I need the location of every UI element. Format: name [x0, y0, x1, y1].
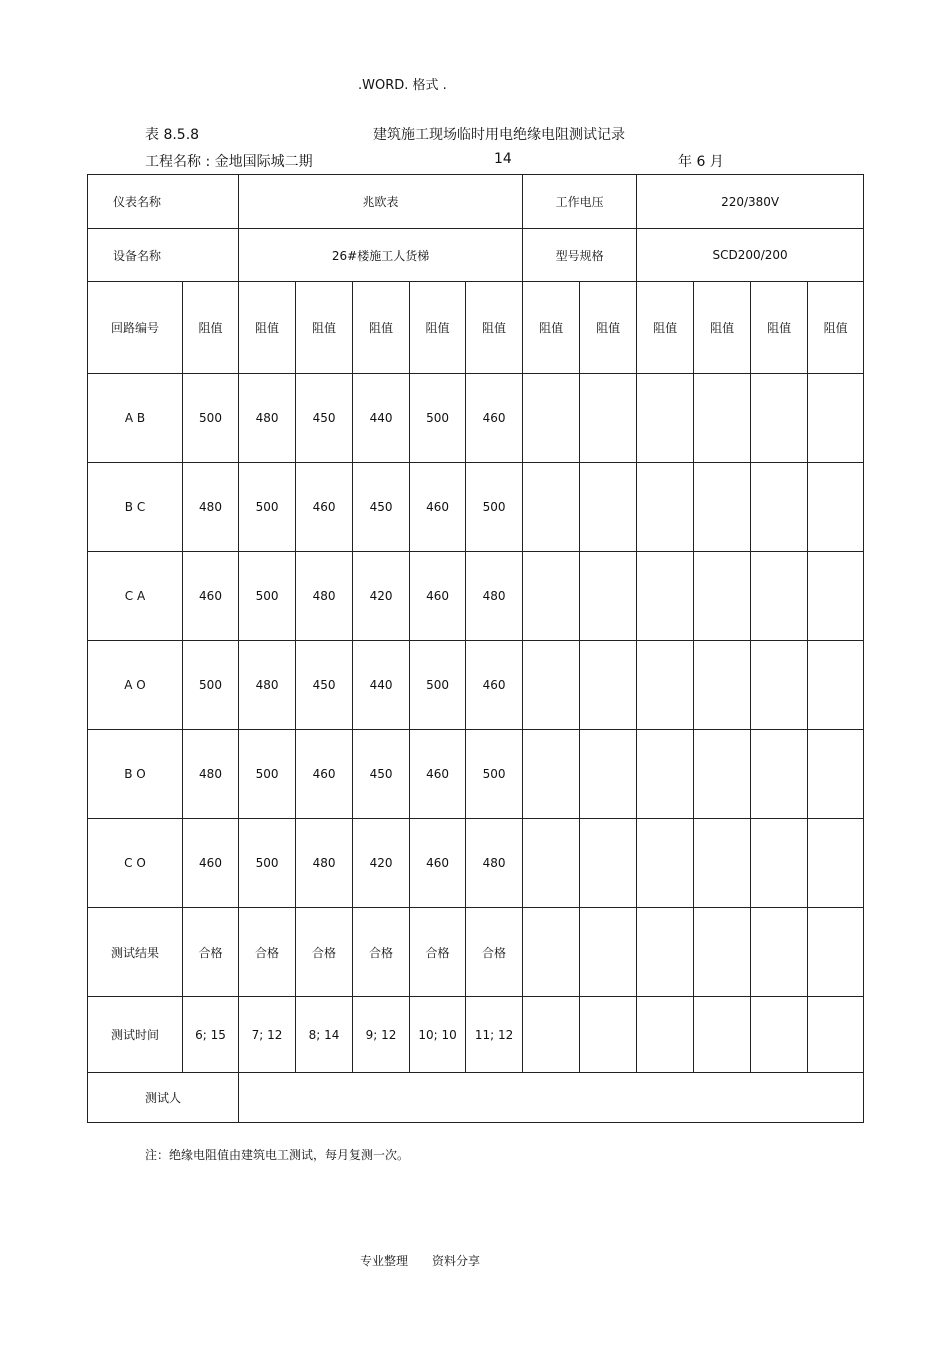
resistance-value: 500 [239, 552, 296, 641]
resistance-header: 阻值 [751, 282, 808, 374]
time-row [88, 997, 864, 1073]
resistance-header: 阻值 [523, 282, 580, 374]
result-value: 合格 [353, 908, 410, 997]
resistance-value [523, 730, 580, 819]
resistance-header: 阻值 [410, 282, 466, 374]
result-value [808, 908, 864, 997]
time-value [637, 997, 694, 1073]
resistance-value: 460 [296, 463, 353, 552]
resistance-value: 500 [466, 730, 523, 819]
resistance-value [751, 463, 808, 552]
circuit-id: B O [88, 730, 183, 819]
result-value: 合格 [410, 908, 466, 997]
resistance-value: 450 [353, 730, 410, 819]
result-value [580, 908, 637, 997]
resistance-value: 480 [183, 730, 239, 819]
resistance-value: 460 [466, 374, 523, 463]
resistance-header: 阻值 [353, 282, 410, 374]
resistance-value: 480 [466, 819, 523, 908]
measurement-row [88, 641, 864, 730]
result-value [694, 908, 751, 997]
footnote: 注：绝缘电阻值由建筑电工测试，每月复测一次。 [145, 1148, 410, 1162]
resistance-header: 阻值 [296, 282, 353, 374]
time-value [523, 997, 580, 1073]
resistance-value [637, 819, 694, 908]
resistance-value [580, 374, 637, 463]
result-value [523, 908, 580, 997]
resistance-value [751, 552, 808, 641]
resistance-value: 460 [183, 552, 239, 641]
insulation-test-table [87, 174, 864, 1123]
resistance-value [751, 730, 808, 819]
resistance-value [808, 552, 864, 641]
resistance-value [808, 463, 864, 552]
resistance-header: 阻值 [637, 282, 694, 374]
resistance-value: 480 [466, 552, 523, 641]
resistance-value [523, 552, 580, 641]
resistance-value: 450 [296, 374, 353, 463]
resistance-value [637, 463, 694, 552]
resistance-value [637, 730, 694, 819]
info-row-device [88, 229, 864, 282]
time-value [694, 997, 751, 1073]
voltage-value: 220/380V [637, 175, 864, 229]
resistance-value: 480 [296, 552, 353, 641]
resistance-value: 460 [466, 641, 523, 730]
device-value: 26#楼施工人货梯 [239, 229, 523, 282]
time-value: 8; 14 [296, 997, 353, 1073]
result-value [751, 908, 808, 997]
resistance-header: 阻值 [694, 282, 751, 374]
device-label: 设备名称 [88, 229, 239, 282]
resistance-value [523, 463, 580, 552]
time-value [751, 997, 808, 1073]
resistance-value: 500 [466, 463, 523, 552]
header-row [88, 282, 864, 374]
measurement-row [88, 374, 864, 463]
resistance-value: 440 [353, 641, 410, 730]
resistance-value [751, 641, 808, 730]
resistance-value: 480 [239, 374, 296, 463]
resistance-value [694, 463, 751, 552]
result-row [88, 908, 864, 997]
resistance-value: 440 [353, 374, 410, 463]
resistance-value [694, 819, 751, 908]
resistance-value [808, 641, 864, 730]
result-value: 合格 [239, 908, 296, 997]
resistance-header: 阻值 [466, 282, 523, 374]
tester-label: 测试人 [88, 1073, 239, 1123]
word-format-header: .WORD. 格式 . [358, 78, 447, 93]
result-value: 合格 [296, 908, 353, 997]
resistance-header: 阻值 [808, 282, 864, 374]
resistance-value [637, 374, 694, 463]
resistance-value: 420 [353, 819, 410, 908]
instrument-label: 仪表名称 [88, 175, 239, 229]
resistance-value: 460 [296, 730, 353, 819]
resistance-value: 500 [239, 463, 296, 552]
result-value [637, 908, 694, 997]
project-name: 工程名称 : 金地国际城二期 [145, 154, 313, 170]
resistance-value [751, 819, 808, 908]
voltage-label: 工作电压 [523, 175, 637, 229]
resistance-header: 阻值 [580, 282, 637, 374]
circuit-label: 回路编号 [88, 282, 183, 374]
resistance-value: 460 [410, 730, 466, 819]
time-value: 11; 12 [466, 997, 523, 1073]
resistance-value: 500 [239, 819, 296, 908]
resistance-value: 460 [410, 463, 466, 552]
time-value: 10; 10 [410, 997, 466, 1073]
resistance-value: 450 [353, 463, 410, 552]
month-value: 年 6 月 [678, 154, 724, 170]
page-title: 建筑施工现场临时用电绝缘电阻测试记录 [373, 127, 625, 143]
resistance-value [523, 641, 580, 730]
measurement-row [88, 463, 864, 552]
info-row-instrument [88, 175, 864, 229]
result-value: 合格 [466, 908, 523, 997]
resistance-value [580, 819, 637, 908]
time-value [808, 997, 864, 1073]
resistance-value: 460 [410, 552, 466, 641]
circuit-id: C O [88, 819, 183, 908]
resistance-value: 460 [183, 819, 239, 908]
resistance-value: 420 [353, 552, 410, 641]
circuit-id: A O [88, 641, 183, 730]
resistance-value: 480 [296, 819, 353, 908]
resistance-value [580, 463, 637, 552]
resistance-value [808, 730, 864, 819]
circuit-id: A B [88, 374, 183, 463]
resistance-value [523, 819, 580, 908]
result-label: 测试结果 [88, 908, 183, 997]
instrument-value: 兆欧表 [239, 175, 523, 229]
tester-row [88, 1073, 864, 1123]
resistance-value [694, 374, 751, 463]
resistance-value [580, 552, 637, 641]
resistance-value [637, 641, 694, 730]
resistance-value: 460 [410, 819, 466, 908]
resistance-header: 阻值 [183, 282, 239, 374]
time-value: 7; 12 [239, 997, 296, 1073]
resistance-value: 500 [183, 641, 239, 730]
resistance-value [808, 374, 864, 463]
time-label: 测试时间 [88, 997, 183, 1073]
resistance-value: 450 [296, 641, 353, 730]
resistance-value [694, 552, 751, 641]
time-value: 6; 15 [183, 997, 239, 1073]
resistance-value: 500 [410, 641, 466, 730]
resistance-value [637, 552, 694, 641]
resistance-header: 阻值 [239, 282, 296, 374]
resistance-value: 500 [183, 374, 239, 463]
resistance-value [580, 730, 637, 819]
resistance-value: 500 [239, 730, 296, 819]
year-value: 14 [494, 151, 512, 167]
footer-right: 资料分享 [432, 1254, 481, 1268]
measurement-row [88, 552, 864, 641]
measurement-row [88, 819, 864, 908]
time-value: 9; 12 [353, 997, 410, 1073]
resistance-value [694, 730, 751, 819]
circuit-id: C A [88, 552, 183, 641]
footer-left: 专业整理 [360, 1254, 409, 1268]
resistance-value [808, 819, 864, 908]
resistance-value [694, 641, 751, 730]
resistance-value: 480 [183, 463, 239, 552]
result-value: 合格 [183, 908, 239, 997]
time-value [580, 997, 637, 1073]
resistance-value: 500 [410, 374, 466, 463]
tester-value [239, 1073, 864, 1123]
resistance-value [751, 374, 808, 463]
resistance-value [580, 641, 637, 730]
table-number: 表 8.5.8 [145, 127, 200, 143]
model-value: SCD200/200 [637, 229, 864, 282]
model-label: 型号规格 [523, 229, 637, 282]
circuit-id: B C [88, 463, 183, 552]
resistance-value [523, 374, 580, 463]
resistance-value: 480 [239, 641, 296, 730]
measurement-row [88, 730, 864, 819]
